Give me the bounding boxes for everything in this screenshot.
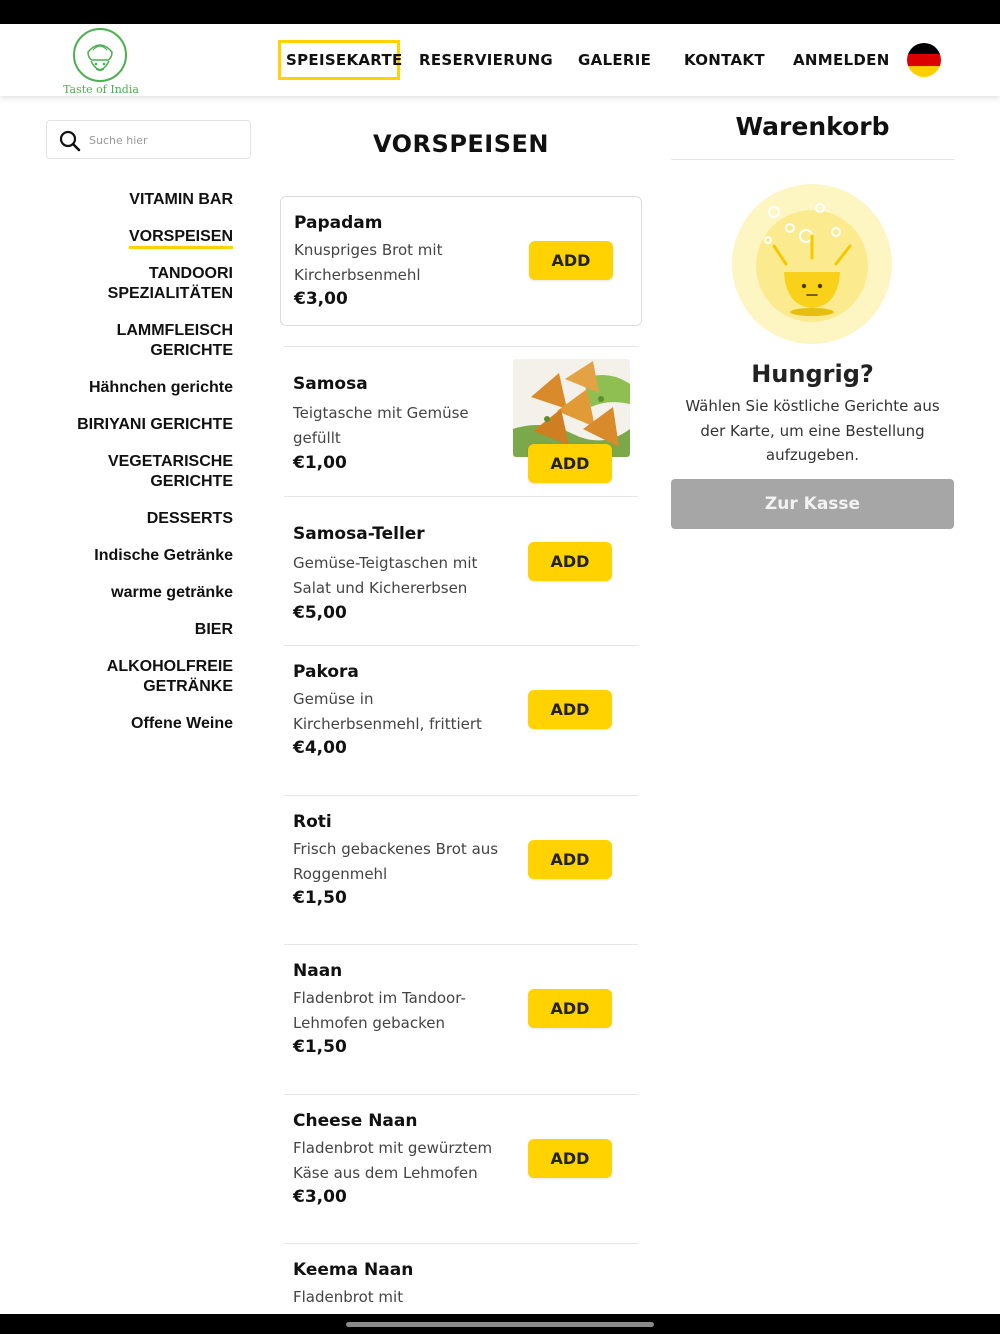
item-description: Frisch gebackenes Brot aus Roggenmehl <box>293 839 499 883</box>
add-button[interactable]: ADD <box>529 241 613 280</box>
item-description: Fladenbrot im Tandoor-Lehmofen gebacken <box>293 989 466 1032</box>
item-description: Gemüse in Kircherbsenmehl, frittiert <box>293 690 482 733</box>
item-price: €1,50 <box>293 1037 347 1057</box>
empty-bowl-icon <box>732 184 892 344</box>
nav-speisekarte[interactable]: SPEISEKARTE <box>286 51 403 69</box>
nav-galerie[interactable]: GALERIE <box>578 51 652 69</box>
item-price: €1,50 <box>293 887 347 908</box>
add-button[interactable]: ADD <box>528 444 612 483</box>
item-price: €3,00 <box>293 1186 347 1207</box>
item-name: Keema Naan <box>293 1260 414 1280</box>
logo-text: Taste of India <box>63 83 139 96</box>
empty-cart-title: Hungrig? <box>751 360 874 388</box>
menu-item <box>284 1094 638 1244</box>
menu-item <box>284 496 638 646</box>
cart-divider <box>671 159 954 160</box>
add-button[interactable]: ADD <box>528 989 612 1028</box>
item-price: €4,00 <box>293 738 347 758</box>
category-offene-weine[interactable]: Offene Weine <box>131 715 233 732</box>
german-flag-icon[interactable] <box>907 43 941 77</box>
category-list <box>60 190 233 751</box>
item-description: Gemüse-Teigtaschen mit Salat und Kichererbsen <box>293 553 478 597</box>
item-description: Knuspriges Brot mit Kircherbsenmehl <box>294 241 443 284</box>
item-name: Cheese Naan <box>293 1110 418 1131</box>
menu-list <box>280 196 642 1334</box>
category-indische-getraenke[interactable]: Indische Getränke <box>94 547 233 564</box>
item-name: Naan <box>293 961 343 981</box>
category-vegetarisch[interactable]: VEGETARISCHE GERICHTE <box>107 453 233 490</box>
item-description: Teigtasche mit Gemüse gefüllt <box>293 404 469 447</box>
category-bier[interactable]: BIER <box>194 621 233 638</box>
category-vorspeisen[interactable]: VORSPEISEN <box>60 227 233 247</box>
search-input[interactable] <box>89 129 239 151</box>
item-price: €3,00 <box>294 289 348 309</box>
item-price: €1,00 <box>293 453 347 473</box>
status-bar <box>0 0 1000 24</box>
home-indicator[interactable] <box>346 1322 654 1327</box>
nav-anmelden[interactable]: ANMELDEN <box>793 51 890 69</box>
category-alkoholfreie-getraenke[interactable]: ALKOHOLFREIE GETRÄNKE <box>106 658 233 695</box>
category-tandoori[interactable]: TANDOORI SPEZIALITÄTEN <box>107 265 233 302</box>
item-description: Fladenbrot mit gewürztem Käse aus dem Lehmofen <box>293 1138 493 1182</box>
menu-item <box>284 645 638 795</box>
empty-cart-text: Wählen Sie köstliche Gerichte aus der Karte, um eine Bestellung aufzugeben. <box>685 397 940 464</box>
category-warme-getraenke[interactable]: warme getränke <box>111 584 233 601</box>
category-biriyani[interactable]: BIRIYANI GERICHTE <box>77 416 233 433</box>
category-vitamin-bar[interactable]: VITAMIN BAR <box>129 191 233 208</box>
logo-emblem-icon <box>73 28 127 82</box>
add-button[interactable]: ADD <box>528 542 612 581</box>
menu-item <box>284 346 638 496</box>
logo[interactable] <box>56 26 146 96</box>
search-icon <box>59 130 81 152</box>
nav-kontakt[interactable]: KONTAKT <box>684 51 765 69</box>
item-name: Papadam <box>294 213 383 233</box>
section-title: VORSPEISEN <box>373 130 549 158</box>
item-name: Samosa <box>293 374 368 394</box>
add-button[interactable]: ADD <box>528 1139 612 1178</box>
search-box <box>46 120 251 159</box>
menu-item <box>284 944 638 1094</box>
add-button[interactable]: ADD <box>528 840 612 879</box>
item-description: Fladenbrot mit <box>293 1288 404 1306</box>
menu-item <box>280 196 642 326</box>
menu-item <box>284 795 638 945</box>
category-lammfleisch[interactable]: LAMMFLEISCH GERICHTE <box>116 322 233 359</box>
add-button[interactable]: ADD <box>528 690 612 729</box>
cart-title: Warenkorb <box>735 112 890 141</box>
top-navigation <box>0 24 1000 96</box>
item-name: Pakora <box>293 662 359 682</box>
item-name: Roti <box>293 811 332 832</box>
samosa-photo <box>513 359 630 457</box>
item-price: €5,00 <box>293 602 347 623</box>
category-haehnchen[interactable]: Hähnchen gerichte <box>88 379 233 396</box>
item-name: Samosa-Teller <box>293 523 425 544</box>
category-desserts[interactable]: DESSERTS <box>146 510 233 527</box>
nav-reservierung[interactable]: RESERVIERUNG <box>419 51 554 69</box>
checkout-button[interactable]: Zur Kasse <box>671 479 954 529</box>
